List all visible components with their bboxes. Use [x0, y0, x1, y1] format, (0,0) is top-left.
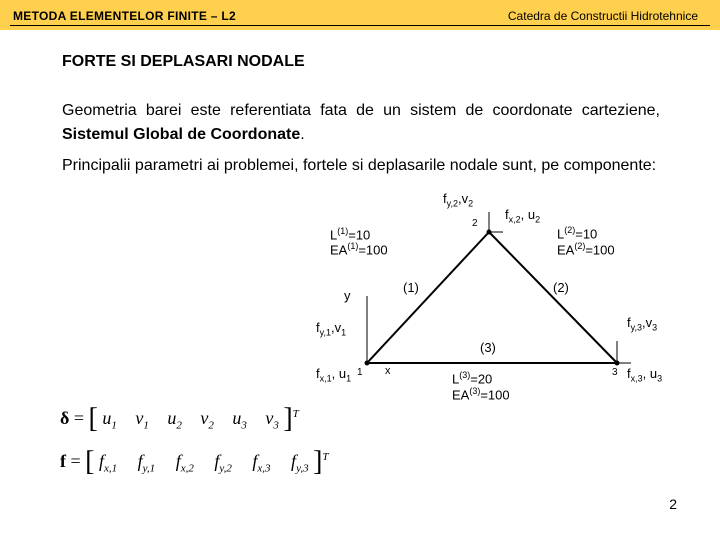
f-term-1: $f_{x,1}$ — [98, 451, 118, 475]
node-2-label: 2 — [472, 218, 478, 229]
delta-term-1: $u_1$ — [102, 408, 117, 432]
node-1-marker — [365, 361, 370, 366]
f-term-5: $f_{x,3}$ — [252, 451, 271, 475]
node-1-label: 1 — [357, 367, 363, 378]
x-axis-label: x — [385, 365, 391, 377]
delta-term-2: $v_1$ — [135, 408, 149, 432]
element-3-label: (3) — [480, 340, 496, 355]
delta-term-6: $v_3$ — [265, 408, 279, 432]
element-1-label: (1) — [403, 280, 419, 295]
course-title: METODA ELEMENTELOR FINITE – L2 — [13, 9, 237, 23]
f-term-3: $f_{x,2}$ — [175, 451, 194, 475]
label-fy1-v1: $f_{y,1},v_1$ — [316, 320, 347, 338]
delta-term-4: $v_2$ — [200, 408, 214, 432]
delta-term-3: $u_2$ — [167, 408, 182, 432]
label-fx3-u3: $f_{x,3}$, $u_3$ — [627, 366, 663, 384]
label-L1: $L^{(1)}=10$ — [330, 226, 371, 243]
label-fy2-v2: $f_{y,2},v_2$ — [443, 191, 474, 209]
node-2-marker — [487, 230, 492, 235]
element-2-label: (2) — [553, 280, 569, 295]
label-fy3-v3: $f_{y,3},v_3$ — [627, 315, 658, 333]
delta-symbol: δ — [60, 408, 70, 428]
paragraph-parameters: Principalii parametri ai problemei, fortele si deplasarile nodale sunt, pe componente: — [62, 157, 657, 174]
f-term-4: $f_{y,2}$ — [214, 451, 232, 475]
f-symbol: f — [60, 451, 66, 471]
label-L2: $L^{(2)}=10$ — [557, 225, 598, 242]
y-axis-label: y — [344, 288, 351, 303]
f-term-2: $f_{y,1}$ — [137, 451, 156, 475]
department-name: Catedra de Constructii Hidrotehnice — [507, 9, 698, 23]
global-system-term: Sistemul Global de Coordonate — [62, 126, 301, 143]
label-fx2-u2: $f_{x,2}$, $u_2$ — [505, 207, 541, 225]
label-fx1-u1: $f_{x,1}$, $u_1$ — [316, 366, 352, 384]
paragraph-geometry: Geometria barei este referentiata fata de un sistem de coordonate carteziene, Sistemul Global de Coordonate. — [62, 102, 660, 143]
label-L3: $L^{(3)}=20$ — [452, 370, 493, 387]
label-EA2: $EA^{(2)}=100$ — [557, 241, 615, 258]
force-vector-equation: f = [ $f_{x,1}$ $f_{y,1}$ $f_{x,2}$ $f_{y,2}$ $f_{x,3}$ $f_{y,3}$ ]$^T$ — [60, 446, 329, 477]
slide-title: FORTE SI DEPLASARI NODALE — [62, 53, 305, 70]
delta-vector-equation: δ = [ $u_1$ $v_1$ $u_2$ $v_2$ $u_3$ $v_3$ ]$^T$ — [60, 403, 299, 434]
node-3-label: 3 — [612, 367, 618, 378]
page-number: 2 — [669, 496, 677, 512]
label-EA1: $EA^{(1)}=100$ — [330, 241, 388, 258]
delta-term-5: $u_3$ — [232, 408, 247, 432]
f-term-6: $f_{y,3}$ — [291, 451, 309, 475]
node-3-marker — [615, 361, 620, 366]
label-EA3: $EA^{(3)}=100$ — [452, 386, 510, 403]
